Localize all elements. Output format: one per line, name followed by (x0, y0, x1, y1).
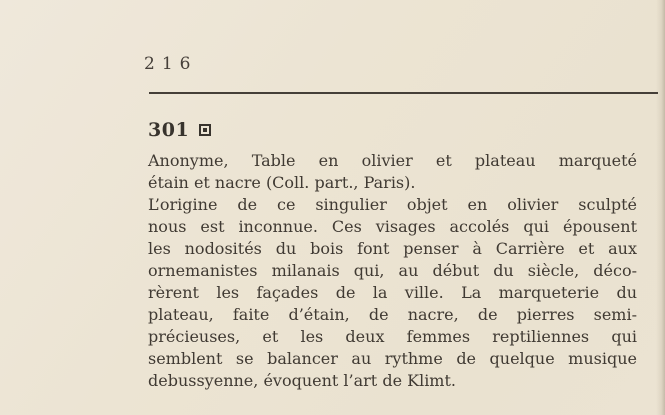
entry-body-line: ornemanistes milanais qui, au début du siècle, déco- (148, 261, 637, 280)
entry-heading-line: étain et nacre (Coll. part., Paris). (148, 173, 416, 192)
entry-header (148, 119, 211, 141)
entry-body-line: semblent se balancer au rythme de quelque musique (148, 349, 637, 368)
square-with-dot-icon (199, 124, 211, 136)
entry-body-line: rèrent les façades de la ville. La marqueterie du (148, 283, 637, 302)
header-rule (149, 92, 658, 94)
square-marker-inner-dot (203, 128, 207, 132)
entry-body-line: plateau, faite d’étain, de nacre, de pierres semi- (148, 305, 637, 324)
entry-body-line: précieuses, et les deux femmes reptiliennes qui (148, 327, 637, 346)
entry-text-block (148, 150, 637, 392)
entry-number: 301 (148, 119, 190, 141)
entry-body-line: nous est inconnue. Ces visages accolés qui épousent (148, 217, 637, 236)
entry-heading-line: Anonyme, Table en olivier et plateau marqueté (148, 151, 637, 170)
entry-body-line: debussyenne, évoquent l’art de Klimt. (148, 371, 456, 390)
page-number: 216 (144, 54, 198, 74)
page-edge-shadow (656, 0, 665, 415)
entry-body-line: les nodosités du bois font penser à Carrière et aux (148, 239, 637, 258)
entry-body-line: L’origine de ce singulier objet en olivier sculpté (148, 195, 637, 214)
